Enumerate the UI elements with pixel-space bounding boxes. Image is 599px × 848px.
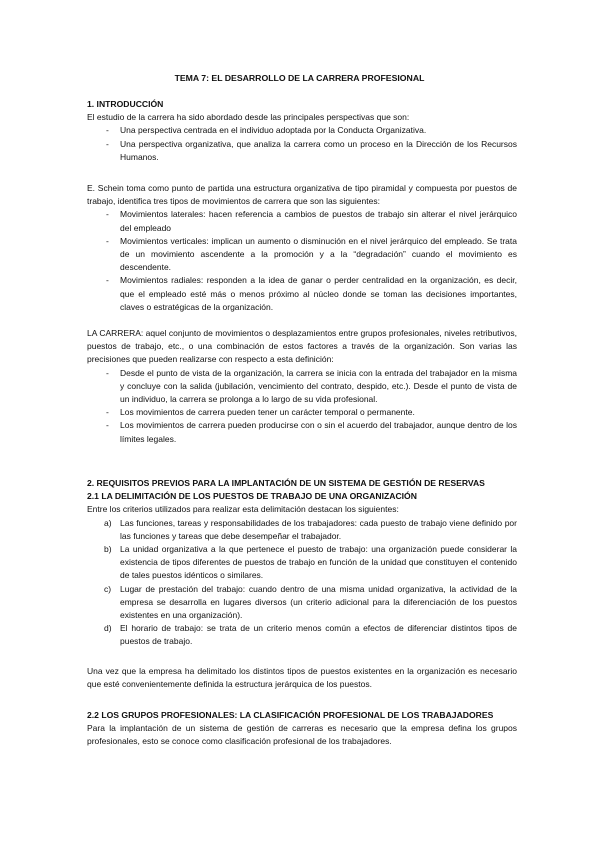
section-schein (87, 182, 517, 314)
bullet-list (87, 124, 517, 164)
bullet-list (87, 367, 517, 446)
lettered-list (87, 517, 517, 649)
list-item: - Una perspectiva organizativa, que analiza la carrera como un proceso en la Dirección de los Recursos Humanos. (106, 138, 517, 162)
section-heading: 2. REQUISITOS PREVIOS PARA LA IMPLANTACIÓN DE UN SISTEMA DE GESTIÓN DE RESERVAS (87, 478, 485, 488)
paragraph: E. Schein toma como punto de partida una estructura organizativa de tipo piramidal y compuesta por puestos de trabajo, identifica tres tipos de movimientos de carrera que son las siguientes: (87, 183, 517, 207)
list-item: - Los movimientos de carrera pueden tener un carácter temporal o permanente. (106, 407, 415, 418)
paragraph: Para la implantación de un sistema de gestión de carreras es necesario que la empresa defina los grupos profesionales, esto se conoce como clasificación profesional de los trabajadores. (87, 723, 517, 747)
section-grupos-profesionales (87, 709, 517, 749)
list-item: b) La unidad organizativa a la que pertenece el puesto de trabajo: una organización puede considerar la existencia de tipos diferentes de puestos de trabajo en función de la unidad que constituyen el contenido de tales puestos idénticos o similares. (104, 544, 517, 581)
list-item: - Desde el punto de vista de la organización, la carrera se inicia con la entrada del trabajador en la misma y concluye con la salida (jubilación, vencimiento del contrato, despido, etc.). Desde el punto de vista de un individuo, la carrera se prolonga a lo largo de su vida profesional. (106, 367, 517, 405)
list-item: c) Lugar de prestación del trabajo: cuando dentro de una misma unidad organizativa, la actividad de la empresa se desarrolla en lugares diversos (un criterio adicional para la diferenciación de los puestos existentes en una organización). (104, 583, 517, 621)
list-item: - Movimientos radiales: responden a la idea de ganar o perder centralidad en la organización, es decir, que el empleado esté más o menos próximo al núcleo donde se toman las decisiones importantes, claves o estratégicas de la organización. (106, 275, 517, 312)
list-item: - Los movimientos de carrera pueden producirse con o sin el acuerdo del trabajador, aunque dentro de los límites legales. (106, 420, 517, 444)
subsection-heading: 2.2 LOS GRUPOS PROFESIONALES: LA CLASIFICACIÓN PROFESIONAL DE LOS TRABAJADORES (87, 710, 494, 720)
section-la-carrera (87, 327, 517, 446)
list-item: a) Las funciones, tareas y responsabilidades de los trabajadores: cada puesto de trabajo viene definido por las funciones y tareas que debe desempeñar el trabajador. (104, 517, 517, 541)
section-heading: 1. INTRODUCCIÓN (87, 99, 164, 109)
list-item: d) El horario de trabajo: se trata de un criterio menos común a efectos de diferenciar distintos tipos de puestos de trabajo. (104, 623, 517, 647)
section-requisitos (87, 477, 517, 649)
subsection-heading: 2.1 LA DELIMITACIÓN DE LOS PUESTOS DE TRABAJO DE UNA ORGANIZACIÓN (87, 491, 417, 502)
paragraph: LA CARRERA: aquel conjunto de movimientos o desplazamientos entre grupos profesionales, niveles retributivos, puestos de trabajo, etc., o una combinación de estos factores a través de la organización. Son varias las precisiones que pueden realizarse con respecto a esta definición: (87, 328, 517, 365)
list-item: - Movimientos laterales: hacen referencia a cambios de puestos de trabajo sin alterar el nivel jerárquico del empleado (106, 209, 517, 233)
closing-paragraph-block (87, 665, 517, 691)
paragraph: Una vez que la empresa ha delimitado los distintos tipos de puestos existentes en la organización es necesario que esté convenientemente definida la estructura jerárquica de los puestos. (87, 666, 517, 690)
paragraph: El estudio de la carrera ha sido abordado desde las principales perspectivas que son: (87, 112, 410, 123)
list-item: - Movimientos verticales: implican un aumento o disminución en el nivel jerárquico del empleado. Se trata de un movimiento ascendente a la promoción y a la “degradación” cuando el movimiento es descendente. (106, 235, 517, 273)
list-item: - Una perspectiva centrada en el individuo adoptada por la Conducta Organizativa. (106, 125, 427, 136)
page-title: TEMA 7: EL DESARROLLO DE LA CARRERA PROFESIONAL (174, 73, 425, 83)
bullet-list (87, 208, 517, 314)
section-introduccion (87, 98, 517, 164)
paragraph: Entre los criterios utilizados para realizar esta delimitación destacan los siguientes: (87, 504, 399, 515)
